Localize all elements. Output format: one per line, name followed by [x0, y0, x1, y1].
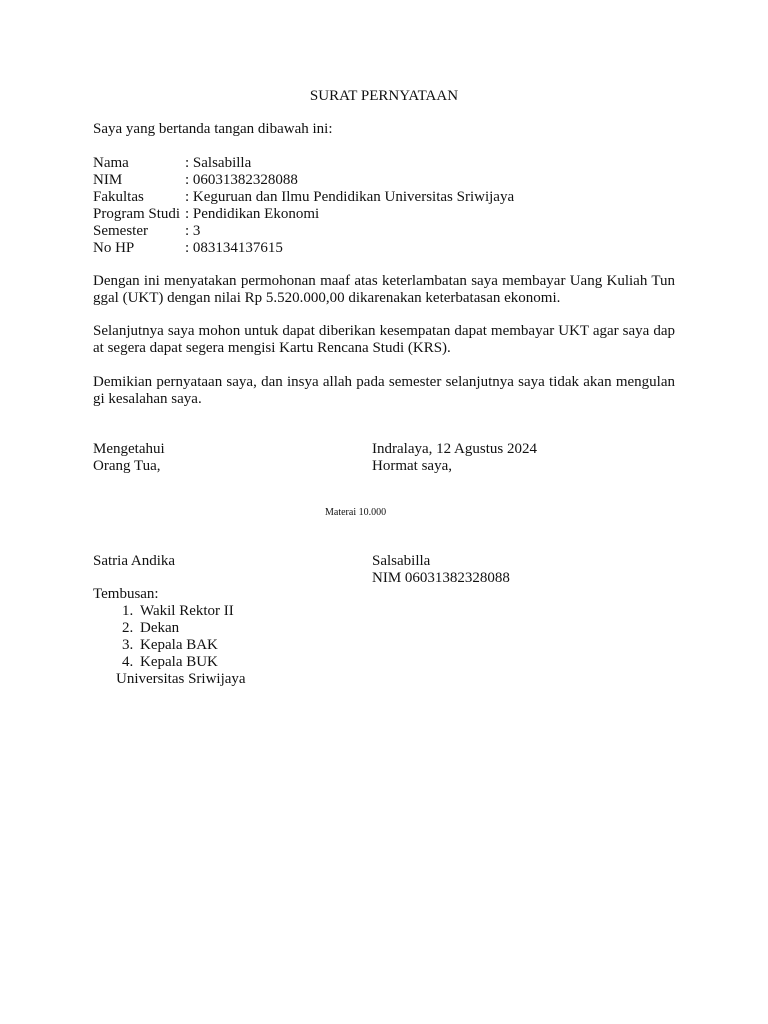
identity-value: : Keguruan dan Ilmu Pendidikan Universitas Sriwijaya	[185, 189, 515, 205]
identity-label: Nama	[93, 155, 129, 171]
cc-item-number: 2.	[122, 620, 134, 636]
identity-row-nim	[93, 172, 514, 189]
signature-date: Indralaya, 12 Agustus 2024	[372, 441, 537, 457]
paragraph-apology: Dengan ini menyatakan permohonan maaf atas keterlambatan saya membayar Uang Kuliah Tunggal (UKT) dengan nilai Rp 5.520.000,00 dikarenakan keterbatasan ekonomi.	[93, 273, 675, 306]
parent-name-text: Satria Andika	[93, 553, 176, 569]
cc-item-number: 1.	[122, 603, 134, 619]
cc-list	[93, 603, 246, 671]
intro-text: Saya yang bertanda tangan dibawah ini:	[93, 121, 333, 137]
cc-list-item	[93, 654, 246, 671]
cc-item-text: Kepala BUK	[140, 654, 218, 670]
student-nim: NIM 06031382328088	[372, 570, 510, 586]
cc-item-number: 3.	[122, 637, 134, 653]
identity-label: Semester	[93, 223, 148, 239]
identity-value: : 06031382328088	[185, 172, 298, 188]
cc-heading: Tembusan:	[93, 586, 159, 602]
cc-block	[93, 586, 246, 688]
document-page	[93, 0, 675, 1024]
cc-item-text: Wakil Rektor II	[140, 603, 234, 619]
cc-list-item	[93, 603, 246, 620]
identity-row-nama	[93, 155, 514, 172]
identity-block	[93, 155, 514, 257]
identity-row-no-hp	[93, 240, 514, 257]
identity-value: : Salsabilla	[185, 155, 252, 171]
materai-stamp-label: Materai 10.000	[325, 507, 387, 518]
paragraph-request: Selanjutnya saya mohon untuk dapat diberikan kesempatan dapat membayar UKT agar saya dapat segera dapat segera mengisi Kartu Rencana Studi (KRS).	[93, 323, 675, 356]
identity-label: Fakultas	[93, 189, 144, 205]
signature-block-parent	[93, 441, 165, 475]
signature-left-line-1: Mengetahui	[93, 441, 165, 457]
identity-label: Program Studi	[93, 206, 181, 222]
cc-list-item	[93, 637, 246, 654]
parent-name	[93, 553, 175, 570]
signature-right-line-2: Hormat saya,	[372, 458, 452, 474]
cc-list-item	[93, 620, 246, 637]
identity-value: : 083134137615	[185, 240, 283, 256]
identity-row-program-studi	[93, 206, 514, 223]
student-name	[372, 553, 510, 587]
identity-row-fakultas	[93, 189, 514, 206]
identity-value: : 3	[185, 223, 201, 239]
signature-block-student	[372, 441, 537, 475]
identity-label: No HP	[93, 240, 135, 256]
cc-item-text: Kepala BAK	[140, 637, 218, 653]
identity-label: NIM	[93, 172, 123, 188]
identity-row-semester	[93, 223, 514, 240]
document-title: SURAT PERNYATAAN	[309, 88, 459, 104]
cc-item-number: 4.	[122, 654, 134, 670]
cc-footer: Universitas Sriwijaya	[116, 671, 246, 687]
signature-left-line-2: Orang Tua,	[93, 458, 161, 474]
identity-value: : Pendidikan Ekonomi	[185, 206, 320, 222]
paragraph-closing: Demikian pernyataan saya, dan insya allah pada semester selanjutnya saya tidak akan mengulangi kesalahan saya.	[93, 374, 675, 407]
cc-item-text: Dekan	[140, 620, 180, 636]
student-name-text: Salsabilla	[372, 553, 431, 569]
